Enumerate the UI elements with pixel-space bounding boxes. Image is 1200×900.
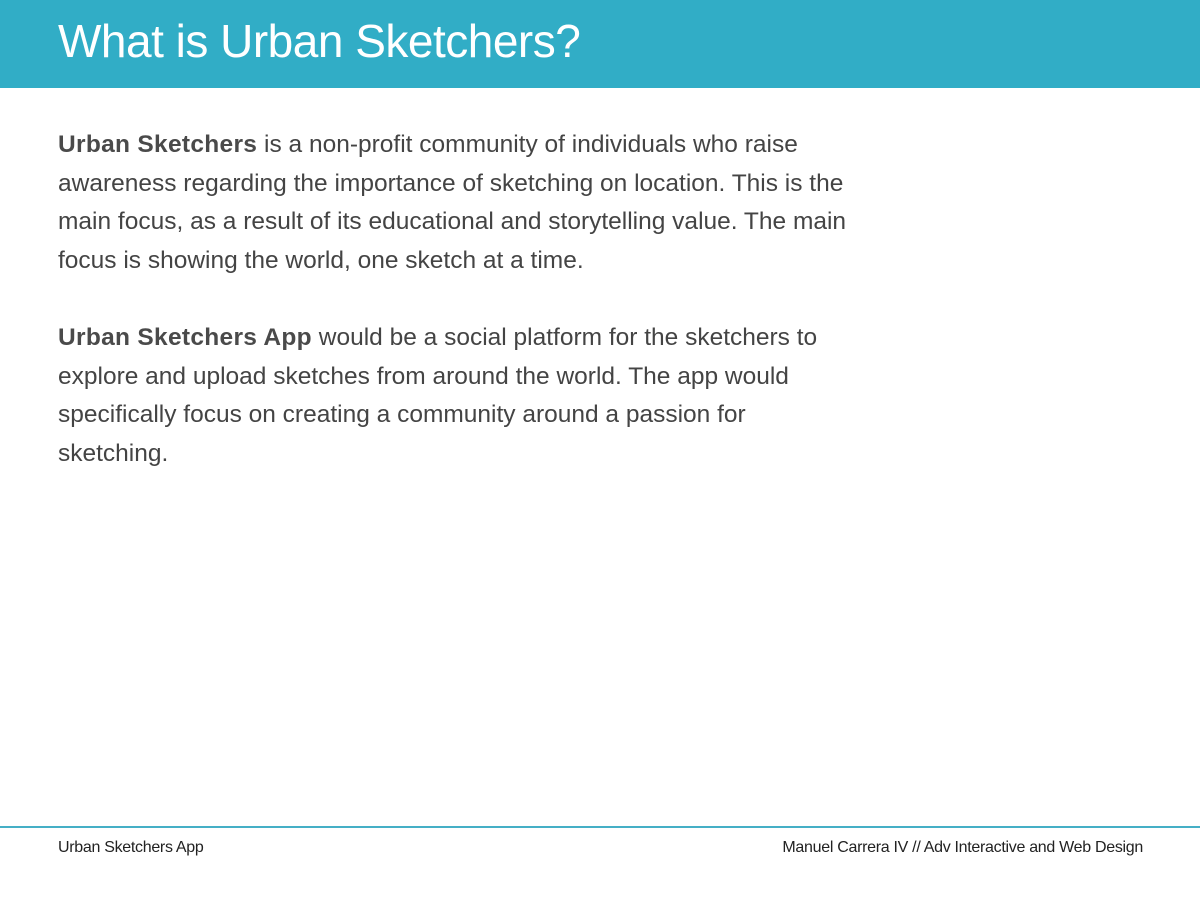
- footer-divider: [0, 826, 1200, 828]
- paragraph-app: [58, 319, 818, 473]
- paragraph-lead: Urban Sketchers: [58, 131, 258, 158]
- paragraph-lead: Urban Sketchers App: [58, 324, 312, 351]
- footer-left: Urban Sketchers App: [58, 839, 204, 856]
- slide-title: What is Urban Sketchers?: [58, 15, 581, 67]
- paragraph-text: would be a social platform for the sketchers to explore and upload sketches from around the world. The app would specifically focus on creating a community around a passion for sketching.: [58, 324, 818, 467]
- header-bar: [0, 0, 1200, 88]
- footer-right: Manuel Carrera IV // Adv Interactive and Web Design: [782, 839, 1143, 856]
- paragraph-text: is a non-profit community of individuals who raise awareness regarding the importance of sketching on location. This is the main focus, as a result of its educational and storytelling value. The main focus is showing the world, one sketch at a time.: [58, 131, 847, 274]
- paragraph-intro: [58, 126, 888, 280]
